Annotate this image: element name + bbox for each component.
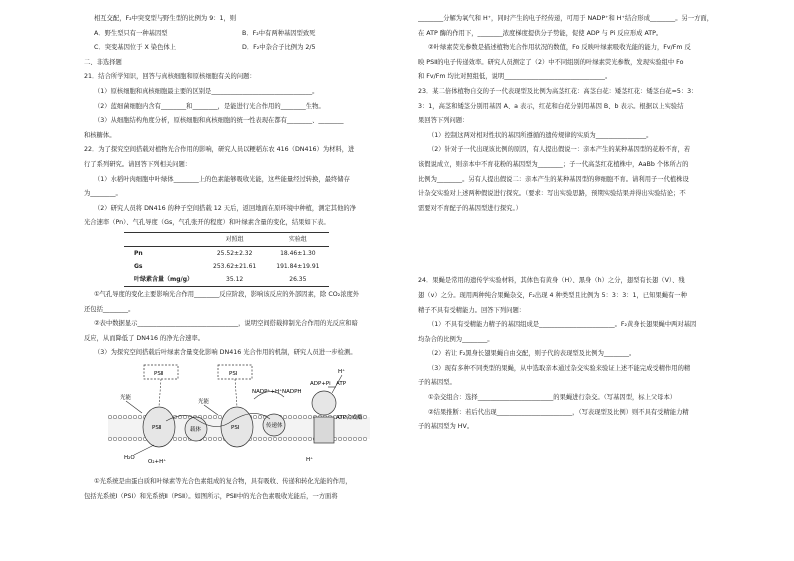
q23-part1: （1）控制这两对相对性状的基因所遵循的遗传规律的实质为________________。	[428, 131, 653, 139]
q22-3-sub2: ②叶绿素荧光参数是描述植物光合作用状况的数值，Fo 反映叶绿素吸收光能的能力，Fv/Fm 反	[428, 44, 691, 52]
lipid-head	[363, 437, 367, 441]
table-header-row	[124, 232, 329, 246]
q22-3-cont1: ________分解为氧气和 H⁺，同时产生的电子经传递，可用于 NADP⁺和 H⁺结合形成________。另一方面，	[418, 15, 713, 22]
q23-stem-cont2: 果回答下列问题：	[418, 117, 469, 125]
proton-label-top: H⁺	[338, 368, 346, 375]
q20-option-c: C．突变基因位于 X 染色体上	[94, 44, 176, 52]
q24-3-sub2: ②结果推断：若后代出现________________________，（写表现型及比例）则不具有受精能力精	[428, 408, 689, 416]
q22-part1-cont: 为________。	[84, 190, 122, 198]
lipid-head	[108, 437, 112, 441]
table-row	[124, 260, 329, 273]
q22-2-sub1: ①气孔导度的变化主要影响光合作用________反应阶段，影响该反应的外部因素，除 CO₂浓度外	[94, 290, 360, 298]
q22-3-sub1-cont: 包括光系统Ⅰ（PSⅠ）和光系统Ⅱ（PSⅡ）。如图所示，PSⅡ中的光合色素吸收光能后，一方面将	[84, 493, 338, 501]
lipid-head	[288, 415, 292, 419]
lipid-head	[108, 415, 112, 419]
lipid-head	[138, 437, 142, 441]
lipid-head	[288, 437, 292, 441]
lipid-head	[253, 415, 257, 419]
lipid-head	[363, 415, 367, 419]
lipid-head	[133, 415, 137, 419]
q20-option-d: D．F₂中杂合子比例为 2/5	[242, 44, 316, 52]
table-cell: 25.52±2.32	[216, 249, 253, 257]
q24-part3-cont: 子的基因型。	[418, 379, 456, 387]
lipid-head	[213, 415, 217, 419]
lipid-head	[338, 437, 342, 441]
lipid-head	[353, 437, 357, 441]
lipid-head	[123, 437, 127, 441]
table-cell: 191.84±19.91	[276, 262, 320, 270]
lipid-head	[343, 437, 347, 441]
lipid-head	[293, 415, 297, 419]
nadph-label: NADPH	[282, 388, 302, 395]
lipid-head	[278, 437, 282, 441]
table-cell: 18.46±1.30	[280, 249, 316, 257]
right-column	[418, 12, 728, 435]
table-row	[124, 273, 329, 287]
lipid-head	[253, 437, 257, 441]
lipid-head	[203, 415, 207, 419]
lipid-head	[173, 437, 177, 441]
q22-2-sub2: ②表中数据显示________________________________，说明空间搭载抑制光合作用的光反应和暗	[94, 320, 358, 328]
oxygen-label: O₂+H⁺	[148, 458, 167, 465]
answer-space	[418, 216, 728, 274]
q22-3-cont2: 在 ATP 酶的作用下，________浓度梯度提供分子势能，促使 ADP 与 Pi 反应形成 ATP。	[418, 29, 663, 37]
q22-2-sub2-cont: 反应，从而降低了 DN416 的净光合速率。	[84, 334, 205, 342]
lipid-head	[113, 437, 117, 441]
q23-part2-cont2: 比例为________。另有人提出假说二：亲本产生的某种基因型的卵细胞不育。请利用子一代植株设	[418, 175, 689, 183]
lipid-head	[293, 437, 297, 441]
lipid-head	[183, 437, 187, 441]
lipid-head	[298, 415, 302, 419]
lipid-head	[303, 437, 307, 441]
q20-options-row1	[84, 27, 390, 42]
q20-options-row2	[84, 41, 390, 56]
q22-stem: 22．为了探究空间搭载对植物光合作用的影响，研究人员以粳稻东农 416（DN416）为材料，进	[84, 146, 355, 154]
psi-label: PSⅠ	[231, 424, 240, 431]
lipid-head	[133, 437, 137, 441]
q22-part2-cont: 光合速率（Pn）、气孔导度（Gs，气孔张开的程度）和叶绿素含量的变化，结果如下表。	[84, 219, 330, 227]
lipid-head	[128, 437, 132, 441]
lipid-head	[218, 437, 222, 441]
q21-stem: 21．结合所学知识，回答与真核细胞和原核细胞有关的问题：	[84, 73, 256, 81]
lipid-head	[213, 437, 217, 441]
psii-label: PSⅡ	[152, 424, 162, 431]
q22-3-sub1: ①光系统是由蛋白质和叶绿素等光合色素组成的复合物，具有吸收、传递和转化光能的作用，	[94, 478, 352, 486]
q21-part2: （2）蓝细菌细胞内含有________和________，是能进行光合作用的________生物。	[94, 102, 325, 110]
atp-synthase-label: ATP合成酶	[336, 414, 363, 421]
lipid-head	[123, 415, 127, 419]
lipid-head	[283, 437, 287, 441]
q24-stem-cont1: 翅（v）之分。现用两种纯合果蝇杂交，F₂出现 4 种类型且比例为 5：3：3：1，已知果蝇有一种	[418, 291, 687, 299]
lipid-head	[358, 437, 362, 441]
q24-stem-cont2: 精子不具有受精能力。回答下列问题：	[418, 306, 526, 314]
lipid-head	[258, 437, 262, 441]
q22-3-sub2-cont2: 和 Fv/Fm 均比对照组低，说明________________________________。	[418, 73, 612, 81]
table-header-experiment: 实验组	[266, 232, 329, 246]
q23-part2-cont1: 该假说成立，则亲本中不育花粉的基因型为________；子一代高茎红花植株中，AaBb 个体所占的	[418, 160, 689, 168]
q20-tail: 相互交配，F₂中突变型与野生型的比例为 9：1，则	[94, 15, 237, 22]
lipid-head	[208, 415, 212, 419]
lipid-head	[308, 437, 312, 441]
transfer-label: 传递体	[266, 422, 283, 429]
lipid-head	[298, 437, 302, 441]
psii-callout-line	[159, 379, 161, 407]
q21-part3-cont: 和核糖体。	[84, 131, 116, 139]
q24-3-sub2-cont: 子的基因型为 HV。	[418, 423, 474, 431]
adp-label: ADP+Pi	[310, 380, 331, 387]
lipid-head	[128, 415, 132, 419]
q24-part1-cont: 均杂合的比例为________。	[418, 335, 494, 343]
q21-part1: （1）原核细胞和真核细胞最主要的区别是________________________________。	[94, 87, 319, 95]
q22-part2: （2）研究人员将 DN416 的种子空间搭载 12 天后，返回地面在原环境中种植，测定其他的净	[94, 204, 356, 212]
light-arrow-2	[204, 405, 218, 415]
table-cell: 253.62±21.61	[213, 262, 257, 270]
q23-part2-cont3: 计杂交实验对上述两种假说进行探究。（要求：写出实验思路，预期实验结果并得出实验结论；不	[418, 190, 686, 198]
carrier-label: 载体	[190, 426, 202, 433]
photosynthesis-diagram	[104, 363, 390, 474]
q24-part2: （2）若让 F₂黑身长翅果蝇自由交配，则子代的表现型及比例为________。	[428, 350, 636, 358]
water-split-arrow	[134, 445, 154, 455]
q22-3-sub2-cont1: 映 PSⅡ的电子传递效率。研究人员测定了（2）中不同组别的叶绿素荧光参数，发现实验组中 Fo	[418, 58, 684, 66]
water-label: H₂O	[124, 454, 135, 461]
light-arrow-1	[126, 401, 142, 413]
q22-part1: （1）水稻叶肉细胞中叶绿体________上的色素能够吸收光能，这些能量经过转换，最终储存	[94, 175, 350, 183]
table-cell: 35.12	[203, 273, 266, 287]
lipid-head	[178, 437, 182, 441]
lipid-head	[268, 437, 272, 441]
table-header-control: 对照组	[203, 232, 266, 246]
psi-callout-label: PSⅠ	[229, 370, 238, 377]
q23-stem: 23．某二倍体植物自交的子一代表现型及比例为高茎红花：高茎白花：矮茎红花：矮茎白花=5：3：	[418, 87, 698, 95]
lipid-head	[348, 437, 352, 441]
atp-synthase-stalk	[314, 417, 334, 443]
table-row	[124, 246, 329, 260]
q24-part3: （3）现有多种不同类型的果蝇，从中选取亲本通过杂交实验来验证上述不能完成受精作用的精	[428, 364, 691, 372]
table-row-label: Pn	[134, 249, 143, 257]
data-table	[124, 232, 329, 287]
lipid-head	[208, 437, 212, 441]
table-row-label: Gs	[134, 262, 143, 270]
atp-synthase-head	[312, 391, 336, 415]
lipid-head	[258, 415, 262, 419]
psii-callout-label: PSⅡ	[154, 370, 164, 377]
nadp-label: NADP⁺+H⁺	[252, 388, 282, 395]
left-column	[84, 12, 390, 505]
lipid-head	[273, 437, 277, 441]
lipid-head	[283, 415, 287, 419]
table-cell: 26.35	[266, 273, 329, 287]
atp-label: ATP	[336, 380, 347, 387]
lipid-head	[303, 415, 307, 419]
lipid-head	[218, 415, 222, 419]
light-label-2: 光能	[198, 398, 210, 405]
table-row-label: 叶绿素含量（mg/g）	[124, 273, 203, 287]
q24-3-sub1: ①杂交组合：选择________________________的果蝇进行杂交。（写基因型，标上父母本）	[428, 394, 677, 402]
section-heading: 二、非选择题	[84, 58, 122, 66]
lipid-head	[308, 415, 312, 419]
q20-option-a: A．野生型只有一种基因型	[94, 29, 168, 37]
q23-stem-cont1: 3：1，高茎和矮茎分别用基因 A、a 表示，红花和白花分别用基因 B、b 表示。根据以上实验结	[418, 102, 684, 110]
lipid-head	[118, 415, 122, 419]
q22-part3: （3）为探究空间搭载后叶绿素含量变化影响 DN416 光合作用的机制，研究人员进一步检测。	[94, 349, 357, 357]
proton-label-bottom: H⁺	[306, 456, 314, 463]
psi-callout-line	[235, 379, 237, 407]
q22-stem-cont: 行了系列研究。请回答下列相关问题：	[84, 160, 192, 168]
q22-2-sub1-cont: 还包括________。	[84, 305, 135, 313]
table-header-blank	[124, 232, 203, 246]
lipid-head	[263, 437, 267, 441]
q20-option-b: B．F₂中有两种基因型致死	[242, 29, 316, 37]
lipid-head	[113, 415, 117, 419]
lipid-head	[118, 437, 122, 441]
q23-part2-cont4: 需要对不育配子的基因型进行探究。）	[418, 204, 522, 212]
q24-part1: （1）不具有受精能力精子的基因组成是________________________。F₂黄身长翅果蝇中两对基因	[428, 321, 697, 329]
q24-stem: 24．果蝇是常用的遗传学实验材料，其体色有黄身（H）、黑身（h）之分，翅型有长翅（V）、残	[418, 277, 685, 285]
q21-part3: （3）从细胞结构角度分析，原核细胞和真核细胞的统一性表现在都有________、________	[94, 117, 344, 125]
lipid-head	[138, 415, 142, 419]
q23-part2: （2）针对子一代出现该比例的原因，有人提出假说一：亲本产生的某种基因型的花粉不育，若	[428, 146, 691, 154]
light-label-1: 光能	[120, 394, 132, 401]
